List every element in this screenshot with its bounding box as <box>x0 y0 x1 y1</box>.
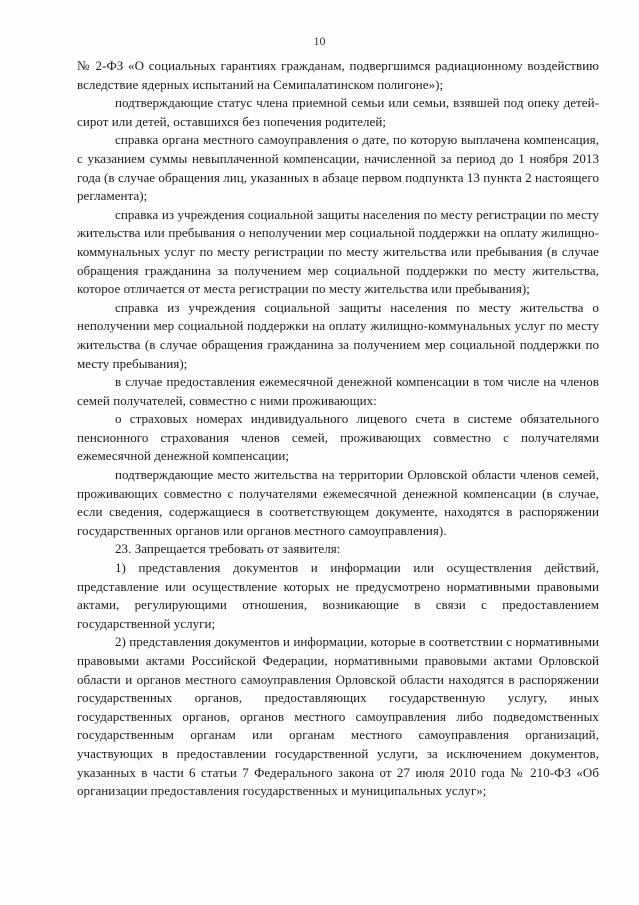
paragraph-social-protection-certificate-registration: справка из учреждения социальной защиты населения по месту регистрации по месту жительства или пребывания о неполучении мер социальной поддержки на оплату жилищно-коммунальных услуг по месту регистрации по месту жительства или пребывания (в случае обращения гражданина за получением мер социальной поддержки по месту жительства, которое отличается от места регистрации по месту жительства или пребывания); <box>77 206 599 297</box>
paragraph-foster-family-status: подтверждающие статус члена приемной семьи или семьи, взявшей под опеку детей-сирот или детей, оставшихся без попечения родителей; <box>77 95 599 129</box>
document-body <box>77 57 599 801</box>
paragraph-local-government-certificate: справка органа местного самоуправления о дате, по которую выплачена компенсация, с указанием суммы невыплаченной компенсации, начисленной за период до 1 ноября 2013 года (в случае обращения лиц, указанных в абзаце первом подпункта 13 пункта 2 настоящего регламента); <box>77 132 599 204</box>
paragraph-item-2: 2) представления документов и информации, которые в соответствии с нормативными правовыми актами Российской Федерации, нормативными правовыми актами Орловской области и органов местного самоуправления Орловской области находятся в распоряжении государственных органов, предоставляющих государственную услугу, иных государственных органов, органов местного самоуправления либо подведомственных государственным органам или органам местного самоуправления организаций, участвующих в предоставлении государственной услуги, за исключением документов, указанных в части 6 статьи 7 Федерального закона от 27 июля 2010 года № 210-ФЗ «Об организации предоставления государственных и муниципальных услуг»; <box>77 634 599 799</box>
paragraph-section-23-heading: 23. Запрещается требовать от заявителя: <box>115 541 341 557</box>
paragraph-residence-confirmation: подтверждающие место жительства на территории Орловской области членов семей, проживающих совместно с получателями ежемесячной денежной компенсации (в случае, если сведения, содержащиеся в соответствующем документе, находятся в распоряжении государственных органов или органов местного самоуправления). <box>77 467 599 538</box>
page-number: 10 <box>313 34 326 48</box>
paragraph-monthly-compensation-family: в случае предоставления ежемесячной денежной компенсации в том числе на членов семей получателей, совместно с ними проживающих: <box>77 374 599 408</box>
paragraph-insurance-numbers: о страховых номерах индивидуального лицевого счета в системе обязательного пенсионного страхования членов семей, проживающих совместно с получателями ежемесячной денежной компенсации; <box>77 411 599 464</box>
paragraph-social-protection-certificate-residence: справка из учреждения социальной защиты населения по месту жительства о неполучении мер социальной поддержки на оплату жилищно-коммунальных услуг по месту жительства (в случае обращения гражданина за получением мер социальной поддержки по месту пребывания); <box>77 299 599 371</box>
paragraph-item-1: 1) представления документов и информации или осуществления действий, представление или осуществление которых не предусмотрено нормативными правовыми актами, регулирующими отношения, возникающие в связи с предоставлением государственной услуги; <box>77 560 599 631</box>
paragraph-law-reference: № 2-ФЗ «О социальных гарантиях гражданам, подвергшимся радиационному воздействию вследствие ядерных испытаний на Семипалатинском полигоне»); <box>77 58 599 92</box>
